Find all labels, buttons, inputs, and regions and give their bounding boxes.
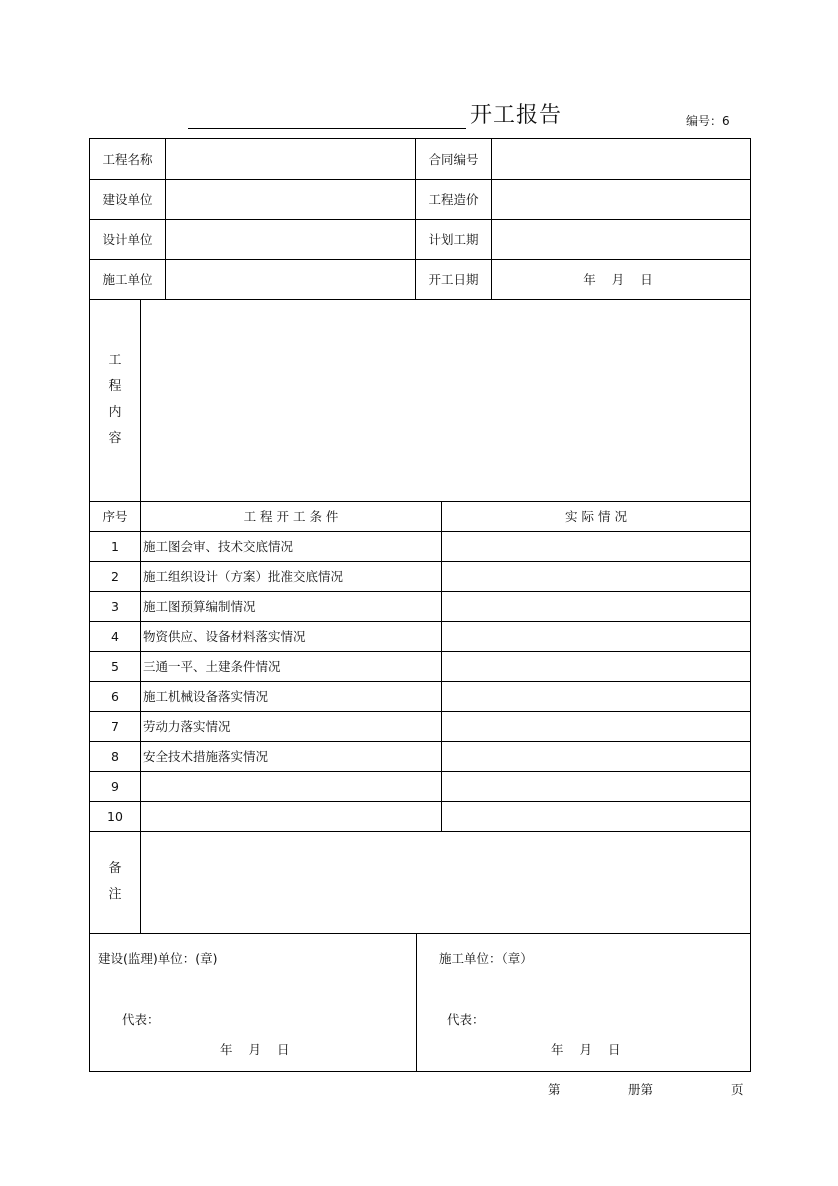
col-actual-header: 实 际 情 况 (565, 509, 627, 524)
row-seq: 1 (111, 538, 119, 554)
row-condition: 劳动力落实情况 (143, 719, 231, 734)
start-date-label: 开工日期 (428, 272, 479, 287)
constructor-stamp-label: 施工单位：（章） (439, 951, 533, 966)
footer-page-suffix: 页 (731, 1082, 744, 1097)
row-actual-field[interactable] (442, 711, 750, 741)
row-condition: 施工机械设备落实情况 (143, 689, 269, 704)
row-seq: 6 (111, 688, 119, 704)
report-form (89, 138, 751, 1072)
contract-no-label: 合同编号 (428, 152, 479, 167)
row-seq: 2 (111, 568, 119, 584)
row-actual-field[interactable] (442, 801, 750, 831)
builder-label: 建设单位 (102, 192, 153, 207)
row-seq: 8 (111, 748, 119, 764)
footer-volume-prefix: 第 (548, 1082, 561, 1097)
row-condition: 物资供应、设备材料落实情况 (143, 629, 306, 644)
row-seq: 5 (111, 658, 119, 674)
builder-rep-label: 代表： (122, 1012, 160, 1027)
footer-volume-suffix: 册第 (628, 1082, 654, 1097)
col-condition-header: 工 程 开 工 条 件 (243, 509, 339, 524)
row-condition: 施工图预算编制情况 (143, 599, 256, 614)
start-date-field[interactable]: 年 月 日 (583, 272, 659, 287)
designer-field[interactable] (166, 219, 415, 259)
contract-no-field[interactable] (492, 139, 750, 179)
row-actual-field[interactable] (442, 771, 750, 801)
row-actual-field[interactable] (442, 741, 750, 771)
col-seq-header: 序号 (102, 509, 128, 524)
constructor-label: 施工单位 (102, 272, 153, 287)
schedule-field[interactable] (492, 219, 750, 259)
row-seq: 10 (107, 808, 123, 824)
project-name-field[interactable] (166, 139, 415, 179)
page-title: 开工报告 (470, 103, 563, 128)
designer-label: 设计单位 (102, 232, 153, 247)
constructor-field[interactable] (166, 259, 415, 299)
row-seq: 3 (111, 598, 119, 614)
builder-supervisor-stamp-label: 建设(监理)单位：(章) (98, 951, 218, 966)
serial-value: 6 (722, 114, 730, 128)
builder-sign-date: 年 月 日 (220, 1042, 296, 1057)
remarks-label: 备 注 (108, 861, 122, 902)
remarks-area[interactable] (141, 831, 750, 933)
serial-number (686, 112, 730, 129)
schedule-label: 计划工期 (428, 232, 479, 247)
row-actual-field[interactable] (442, 591, 750, 621)
row-condition[interactable] (143, 771, 439, 801)
row-condition: 施工图会审、技术交底情况 (143, 539, 294, 554)
row-seq: 9 (111, 778, 119, 794)
cost-field[interactable] (492, 179, 750, 219)
serial-label: 编号： (686, 114, 723, 128)
constructor-rep-label: 代表： (447, 1012, 485, 1027)
row-seq: 4 (111, 628, 119, 644)
builder-field[interactable] (166, 179, 415, 219)
project-content-label: 工 程 内 容 (108, 353, 122, 446)
row-seq: 7 (111, 718, 119, 734)
project-name-label: 工程名称 (102, 152, 153, 167)
row-condition: 安全技术措施落实情况 (143, 749, 269, 764)
row-actual-field[interactable] (442, 651, 750, 681)
constructor-sign-date: 年 月 日 (551, 1042, 627, 1057)
row-condition[interactable] (143, 801, 439, 831)
cost-label: 工程造价 (428, 192, 479, 207)
project-content-area[interactable] (141, 299, 750, 501)
row-condition: 三通一平、土建条件情况 (143, 659, 281, 674)
title-underline (188, 128, 466, 129)
row-actual-field[interactable] (442, 561, 750, 591)
row-actual-field[interactable] (442, 531, 750, 561)
row-actual-field[interactable] (442, 681, 750, 711)
row-actual-field[interactable] (442, 621, 750, 651)
row-condition: 施工组织设计（方案）批准交底情况 (143, 569, 344, 584)
